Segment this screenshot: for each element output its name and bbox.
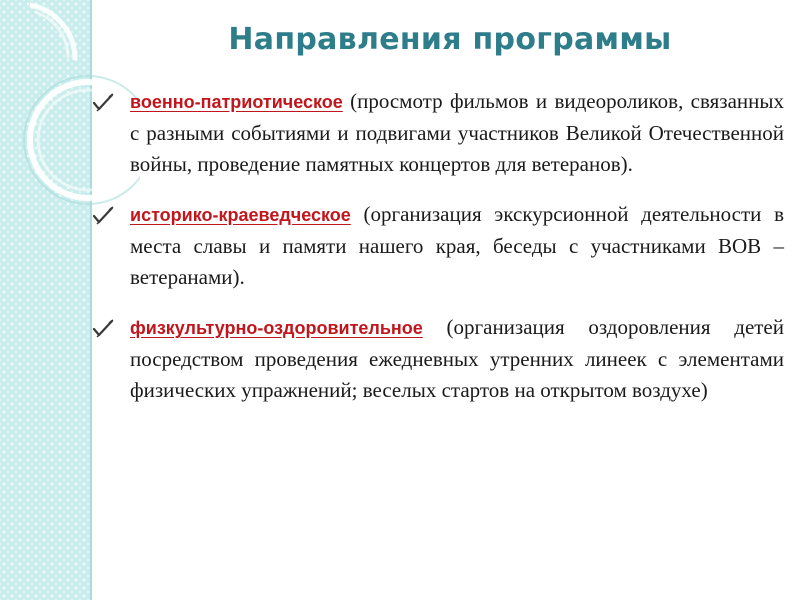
direction-term: физкультурно-оздоровительное (130, 318, 423, 338)
slide-title: Направления программы (228, 22, 672, 57)
direction-term: военно-патриотическое (130, 92, 343, 112)
list-item (92, 312, 784, 406)
direction-description: (организация экскурсионной деятельности в места славы и памяти нашего края, беседы с участниками ВОВ – ветеранами). (130, 202, 785, 289)
side-decor-band (0, 0, 90, 600)
list-item (92, 86, 784, 180)
direction-description: (просмотр фильмов и видеороликов, связанных с разными событиями и подвигами участников Великой Отечественной войны, проведение памятных концертов для ветеранов). (130, 89, 784, 176)
checkmark-pen-icon (92, 319, 114, 339)
direction-description: (организация оздоровления детей посредством проведения ежедневных утренних линеек с элементами физических упражнений; веселых стартов на открытом воздухе) (130, 315, 784, 402)
direction-term: историко-краеведческое (130, 205, 351, 225)
list-item (92, 199, 784, 293)
directions-list (92, 86, 784, 425)
checkmark-pen-icon (92, 206, 114, 226)
checkmark-pen-icon (92, 93, 114, 113)
